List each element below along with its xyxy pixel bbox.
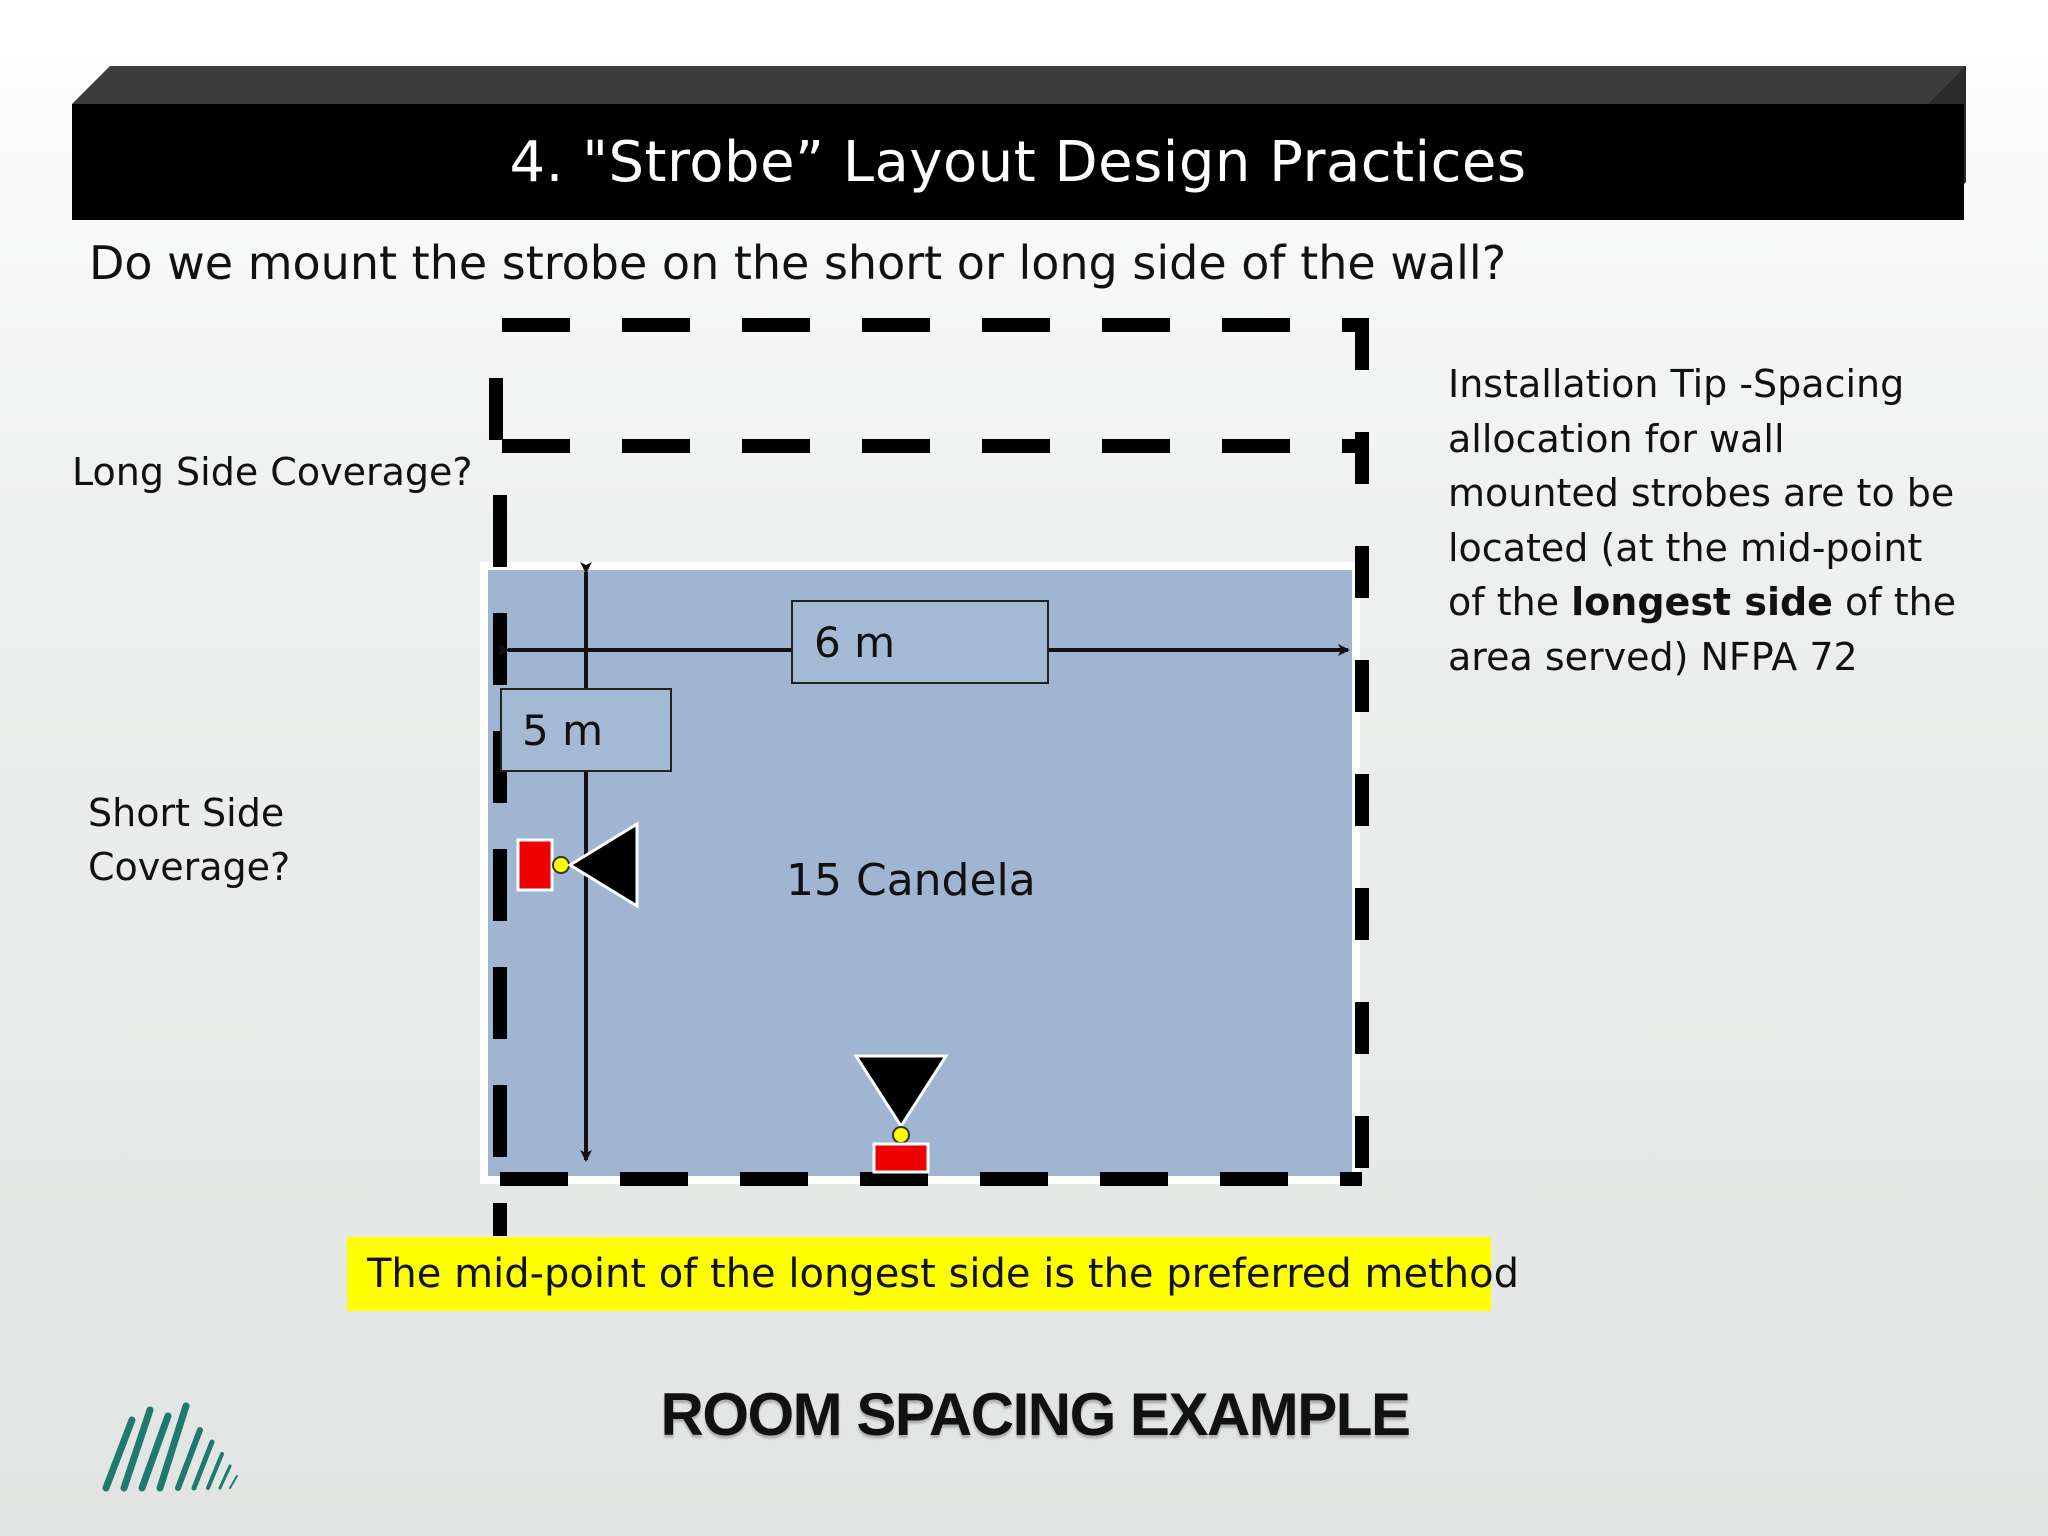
footer-title: ROOM SPACING EXAMPLE — [660, 1381, 1410, 1448]
emphasis-text: longest side — [1571, 580, 1833, 624]
long-side-label: Long Side Coverage? — [72, 450, 473, 494]
company-logo-icon — [98, 1400, 248, 1500]
candela-label: 15 Candela — [786, 855, 1036, 906]
preferred-method-callout: The mid-point of the longest side is the preferred method — [347, 1237, 1491, 1311]
question-text: Do we mount the strobe on the short or long side of the wall? — [89, 236, 1507, 290]
height-label: 5 m — [500, 688, 672, 772]
installation-tip: Installation Tip -Spacing allocation for wall mounted strobes are to be located (at the mid-point of the longest side of the area served) NFPA 72 — [1448, 362, 1957, 679]
slide-title: 4. "Strobe” Layout Design Practices — [509, 129, 1527, 195]
short-side-label: Short Side Coverage? — [88, 791, 291, 889]
width-label: 6 m — [791, 600, 1049, 684]
